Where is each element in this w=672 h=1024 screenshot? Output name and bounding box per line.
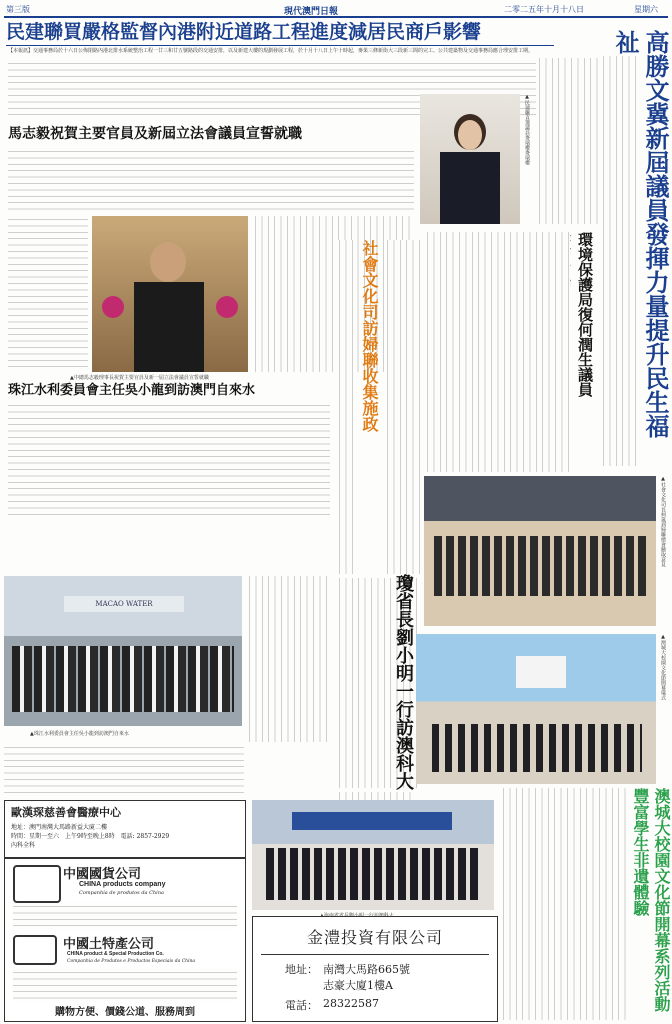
muc-caption: ▲澳城大校園文化節開幕儀式	[660, 634, 666, 700]
china-stores-ad	[4, 858, 246, 1022]
investment-ad	[252, 916, 498, 1022]
qiong-delegation-photo	[252, 800, 494, 910]
invest-phone: 28322587	[323, 997, 379, 1010]
env-article-body	[424, 232, 570, 472]
page-header	[4, 2, 668, 18]
issue-date: 二零二五年十月十八日	[504, 5, 584, 14]
ma-article-body	[8, 148, 414, 214]
macao-water-sign: MACAO WATER	[64, 596, 184, 612]
water-article-tail	[4, 744, 244, 796]
ma-article-body-col	[8, 216, 88, 372]
page-number: 第三版	[6, 5, 30, 14]
clinic-dept: 內科全科	[11, 842, 36, 849]
invest-address-label: 地址：	[285, 963, 318, 976]
muc-headline: 澳城大校園文化節開幕系列活動豐富學生非遺體驗	[631, 788, 671, 1012]
clinic-address: 地址：澳門南灣大馬路新益大廈二樓	[11, 824, 108, 831]
gao-caption: ▲社會文化司長柯嵐到婦聯總會聽取意見	[660, 476, 666, 567]
muc-article-body	[500, 788, 626, 1020]
water-headline: 珠江水利委員會主任吳小龍到訪澳門自來水	[8, 383, 256, 398]
env-headline: 環境保護局復何潤生議員	[576, 232, 594, 397]
china-native-name: 中國土特產公司	[63, 937, 155, 952]
shop-slogan: 購物方便、價錢公道、服務周到	[55, 1007, 195, 1018]
clinic-title: 歐漢琛慈善會醫療中心	[11, 806, 121, 819]
social-headline: 社會文化司訪婦聯收集施政	[360, 240, 379, 432]
ma-portrait-photo	[92, 216, 248, 372]
ma-headline: 馬志毅祝賀主要官員及新屆立法會議員宣誓就職	[8, 126, 302, 142]
representative-photo	[420, 94, 520, 224]
weekday: 星期六	[634, 5, 658, 14]
china-products-logo-icon	[13, 865, 61, 903]
water-group-photo	[4, 576, 242, 726]
china-native-pt: Companhia de Produtos e Productos Especiais da China	[67, 959, 196, 964]
china-products-name: 中國國貨公司	[63, 867, 142, 882]
water-article-body	[8, 402, 330, 518]
invest-phone-label: 電話：	[285, 999, 318, 1012]
china-products-pt: Companhia de produtos da China	[79, 890, 164, 896]
china-products-en: CHINA products company	[79, 881, 166, 888]
ma-caption: ▲中總馬志毅理事長祝賀主要官員及新一屆立法會議員宣誓就職	[70, 375, 209, 381]
clinic-ad	[4, 800, 246, 858]
social-meeting-photo	[424, 476, 656, 626]
gao-headline: 高勝文冀新屆議員發揮力量提升民生福祉	[611, 30, 670, 438]
gao-article-body	[600, 56, 638, 466]
invest-address-2: 志豪大廈1樓A	[323, 979, 393, 992]
china-native-logo-icon	[13, 935, 57, 965]
clinic-hours: 時間：星期一至六 上午9時至晚上8時 電話: 2857-2929	[11, 833, 170, 840]
main-headline: 民建聯買嚴格監督內港附近道路工程進度減居民商戶影響	[6, 21, 482, 43]
invest-address-1: 南灣大馬路665號	[323, 963, 410, 976]
water-caption: ▲珠江水利委員會主任吳小龍到訪澳門自來水	[30, 731, 129, 737]
main-article-vertical	[536, 58, 598, 224]
muc-ceremony-photo	[416, 634, 656, 784]
rep-caption: ▲民建聯直選議員麥瑞權麥瑞權	[524, 94, 530, 165]
china-native-en: CHINA product & Special Production Co.	[67, 951, 164, 957]
invest-title: 金澧投資有限公司	[306, 928, 443, 947]
main-lead: 【本報訊】交通事務局於十六日公佈閉路內港北排水系統整治工程一廿三和廿五號路段的交通安排，以及新建大樓的規劃發展工程，於十月十八日上午十時起，麥果三條新街大三段新三間的完工、公共建築物及交通事務局應合理安排工期。	[8, 48, 534, 54]
social-article-col-a	[336, 240, 354, 574]
social-article-col-b	[384, 240, 420, 574]
newspaper-name: 現代澳門日報	[284, 7, 339, 17]
water-article-vertical	[246, 576, 332, 742]
qiong-headline: 瓊省長劉小明一行訪澳科大	[393, 574, 414, 790]
